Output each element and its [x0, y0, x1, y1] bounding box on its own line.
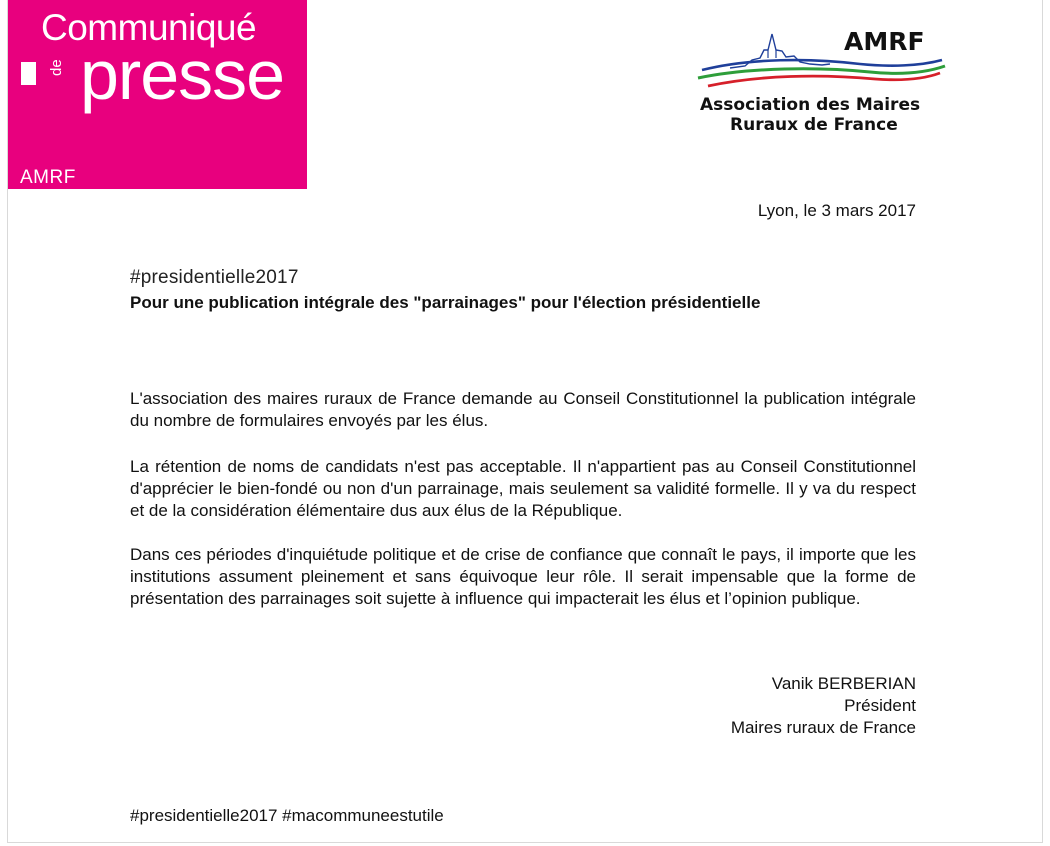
footer-hashtags: #presidentielle2017 #macommuneestutile [130, 806, 444, 825]
logo-abbreviation: AMRF [844, 27, 925, 56]
press-release-banner [8, 0, 307, 189]
press-banner-org: AMRF [20, 167, 76, 188]
press-banner-bar [21, 62, 36, 85]
signatory-title: Président [844, 696, 916, 715]
place-date: Lyon, le 3 mars 2017 [757, 201, 916, 220]
press-banner-line2: presse [80, 36, 285, 114]
paragraph-2: La rétention de noms de candidats n'est pas acceptable. Il n'appartient pas au Conseil Constitutionnel d'apprécier le bien-fondé ou non d'un parrainage, mais seulement sa validité formelle. Il y va du respect et de la considération élémentaire dus aux élus de la République. [130, 457, 916, 520]
headline: Pour une publication intégrale des "parrainages" pour l'élection présidentielle [130, 293, 761, 312]
amrf-logo [690, 20, 950, 140]
signature-block [731, 673, 916, 739]
paragraph-1: L'association des maires ruraux de France demande au Conseil Constitutionnel la publication intégrale du nombre de formulaires envoyés par les élus. [130, 389, 916, 430]
paragraph-3: Dans ces périodes d'inquiétude politique et de crise de confiance que connaît le pays, il importe que les institutions assument pleinement et sans équivoque leur rôle. Il serait impensable que la forme de présentation des parrainages soit sujette à influence qui impacterait les élus et l’opinion publique. [130, 545, 916, 608]
press-banner-de: de [48, 59, 65, 76]
hashtag-title: #presidentielle2017 [130, 267, 299, 288]
signatory-org: Maires ruraux de France [730, 718, 916, 737]
logo-name-line2: Ruraux de France [730, 115, 898, 135]
press-banner-line1: Communiqué [41, 7, 257, 48]
signatory-name: Vanik BERBERIAN [771, 674, 916, 693]
logo-name-line1: Association des Maires [700, 95, 921, 115]
